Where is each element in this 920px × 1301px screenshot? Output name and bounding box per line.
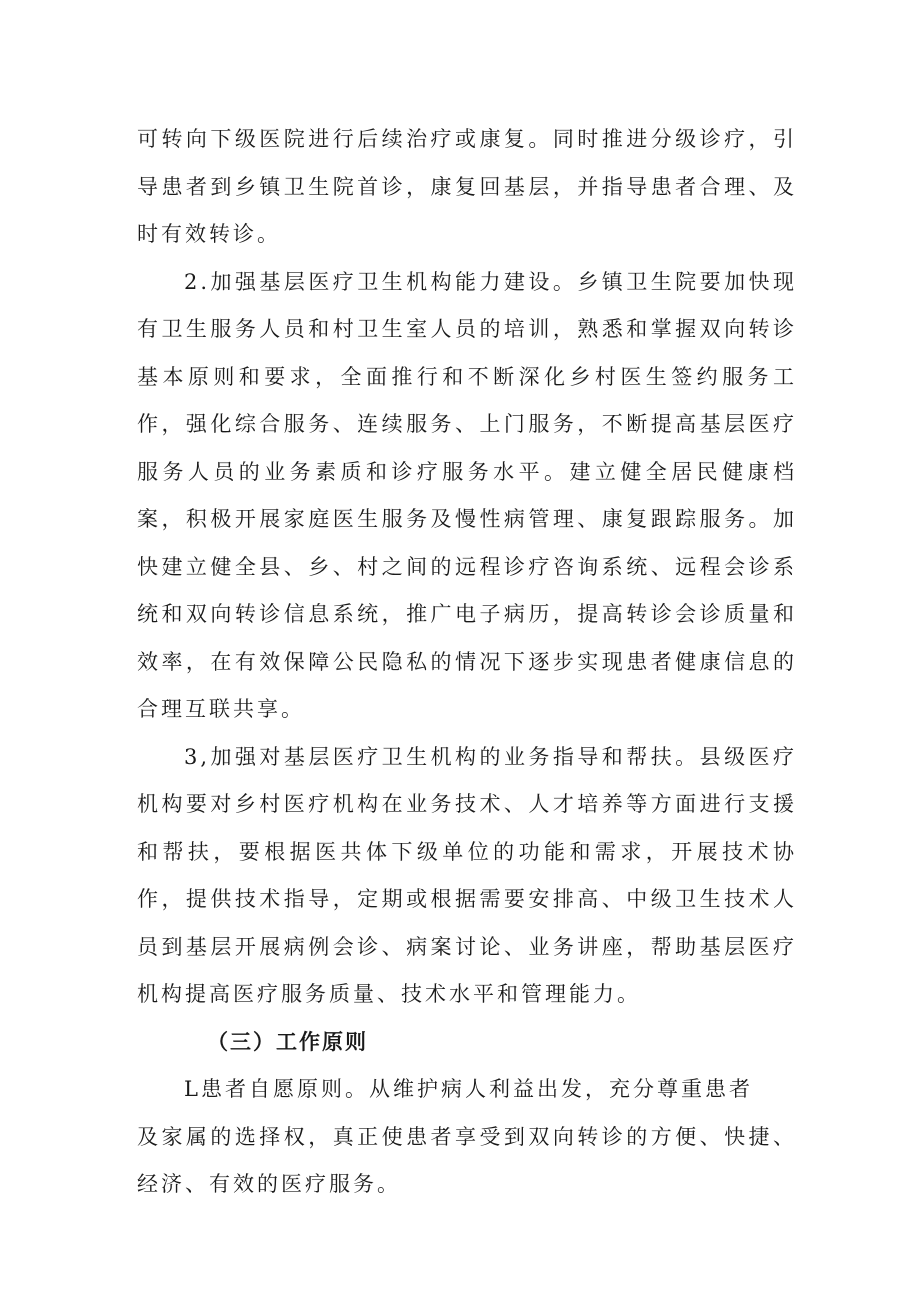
paragraph-item-2: 2.加强基层医疗卫生机构能力建设。乡镇卫生院要加快现有卫生服务人员和村卫生室人员的培训，熟悉和掌握双向转诊基本原则和要求，全面推行和不断深化乡村医生签约服务工作，强化综合服务、连续服务、上门服务，不断提高基层医疗服务人员的业务素质和诊疗服务水平。建立健全居民健康档案，积极开展家庭医生服务及慢性病管理、康复跟踪服务。加快建立健全县、乡、村之间的远程诊疗咨询系统、远程会诊系统和双向转诊信息系统，推广电子病历，提高转诊会诊质量和效率，在有效保障公民隐私的情况下逐步实现患者健康信息的合理互联共享。 <box>137 269 797 721</box>
paragraph-principle-1-line-2: 及家属的选择权，真正使患者享受到双向转诊的方便、快捷、经济、有效的医疗服务。 <box>137 1124 797 1196</box>
paragraph-item-3: 3,加强对基层医疗卫生机构的业务指导和帮扶。县级医疗机构要对乡村医疗机构在业务技术、人才培养等方面进行支援和帮扶，要根据医共体下级单位的功能和需求，开展技术协作，提供技术指导，定期或根据需要安排高、中级卫生技术人员到基层开展病例会诊、病案讨论、业务讲座，帮助基层医疗机构提高医疗服务质量、技术水平和管理能力。 <box>137 744 797 1006</box>
paragraph-continuation: 可转向下级医院进行后续治疗或康复。同时推进分级诊疗，引导患者到乡镇卫生院首诊，康复回基层，并指导患者合理、及时有效转诊。 <box>137 127 797 246</box>
document-body <box>137 116 797 1209</box>
paragraph-principle-1-line-1: L患者自愿原则。从维护病人利益出发，充分尊重患者 <box>184 1077 753 1101</box>
paragraph-principle-1 <box>137 1066 797 1209</box>
section-heading: （三）工作原则 <box>207 1029 368 1054</box>
